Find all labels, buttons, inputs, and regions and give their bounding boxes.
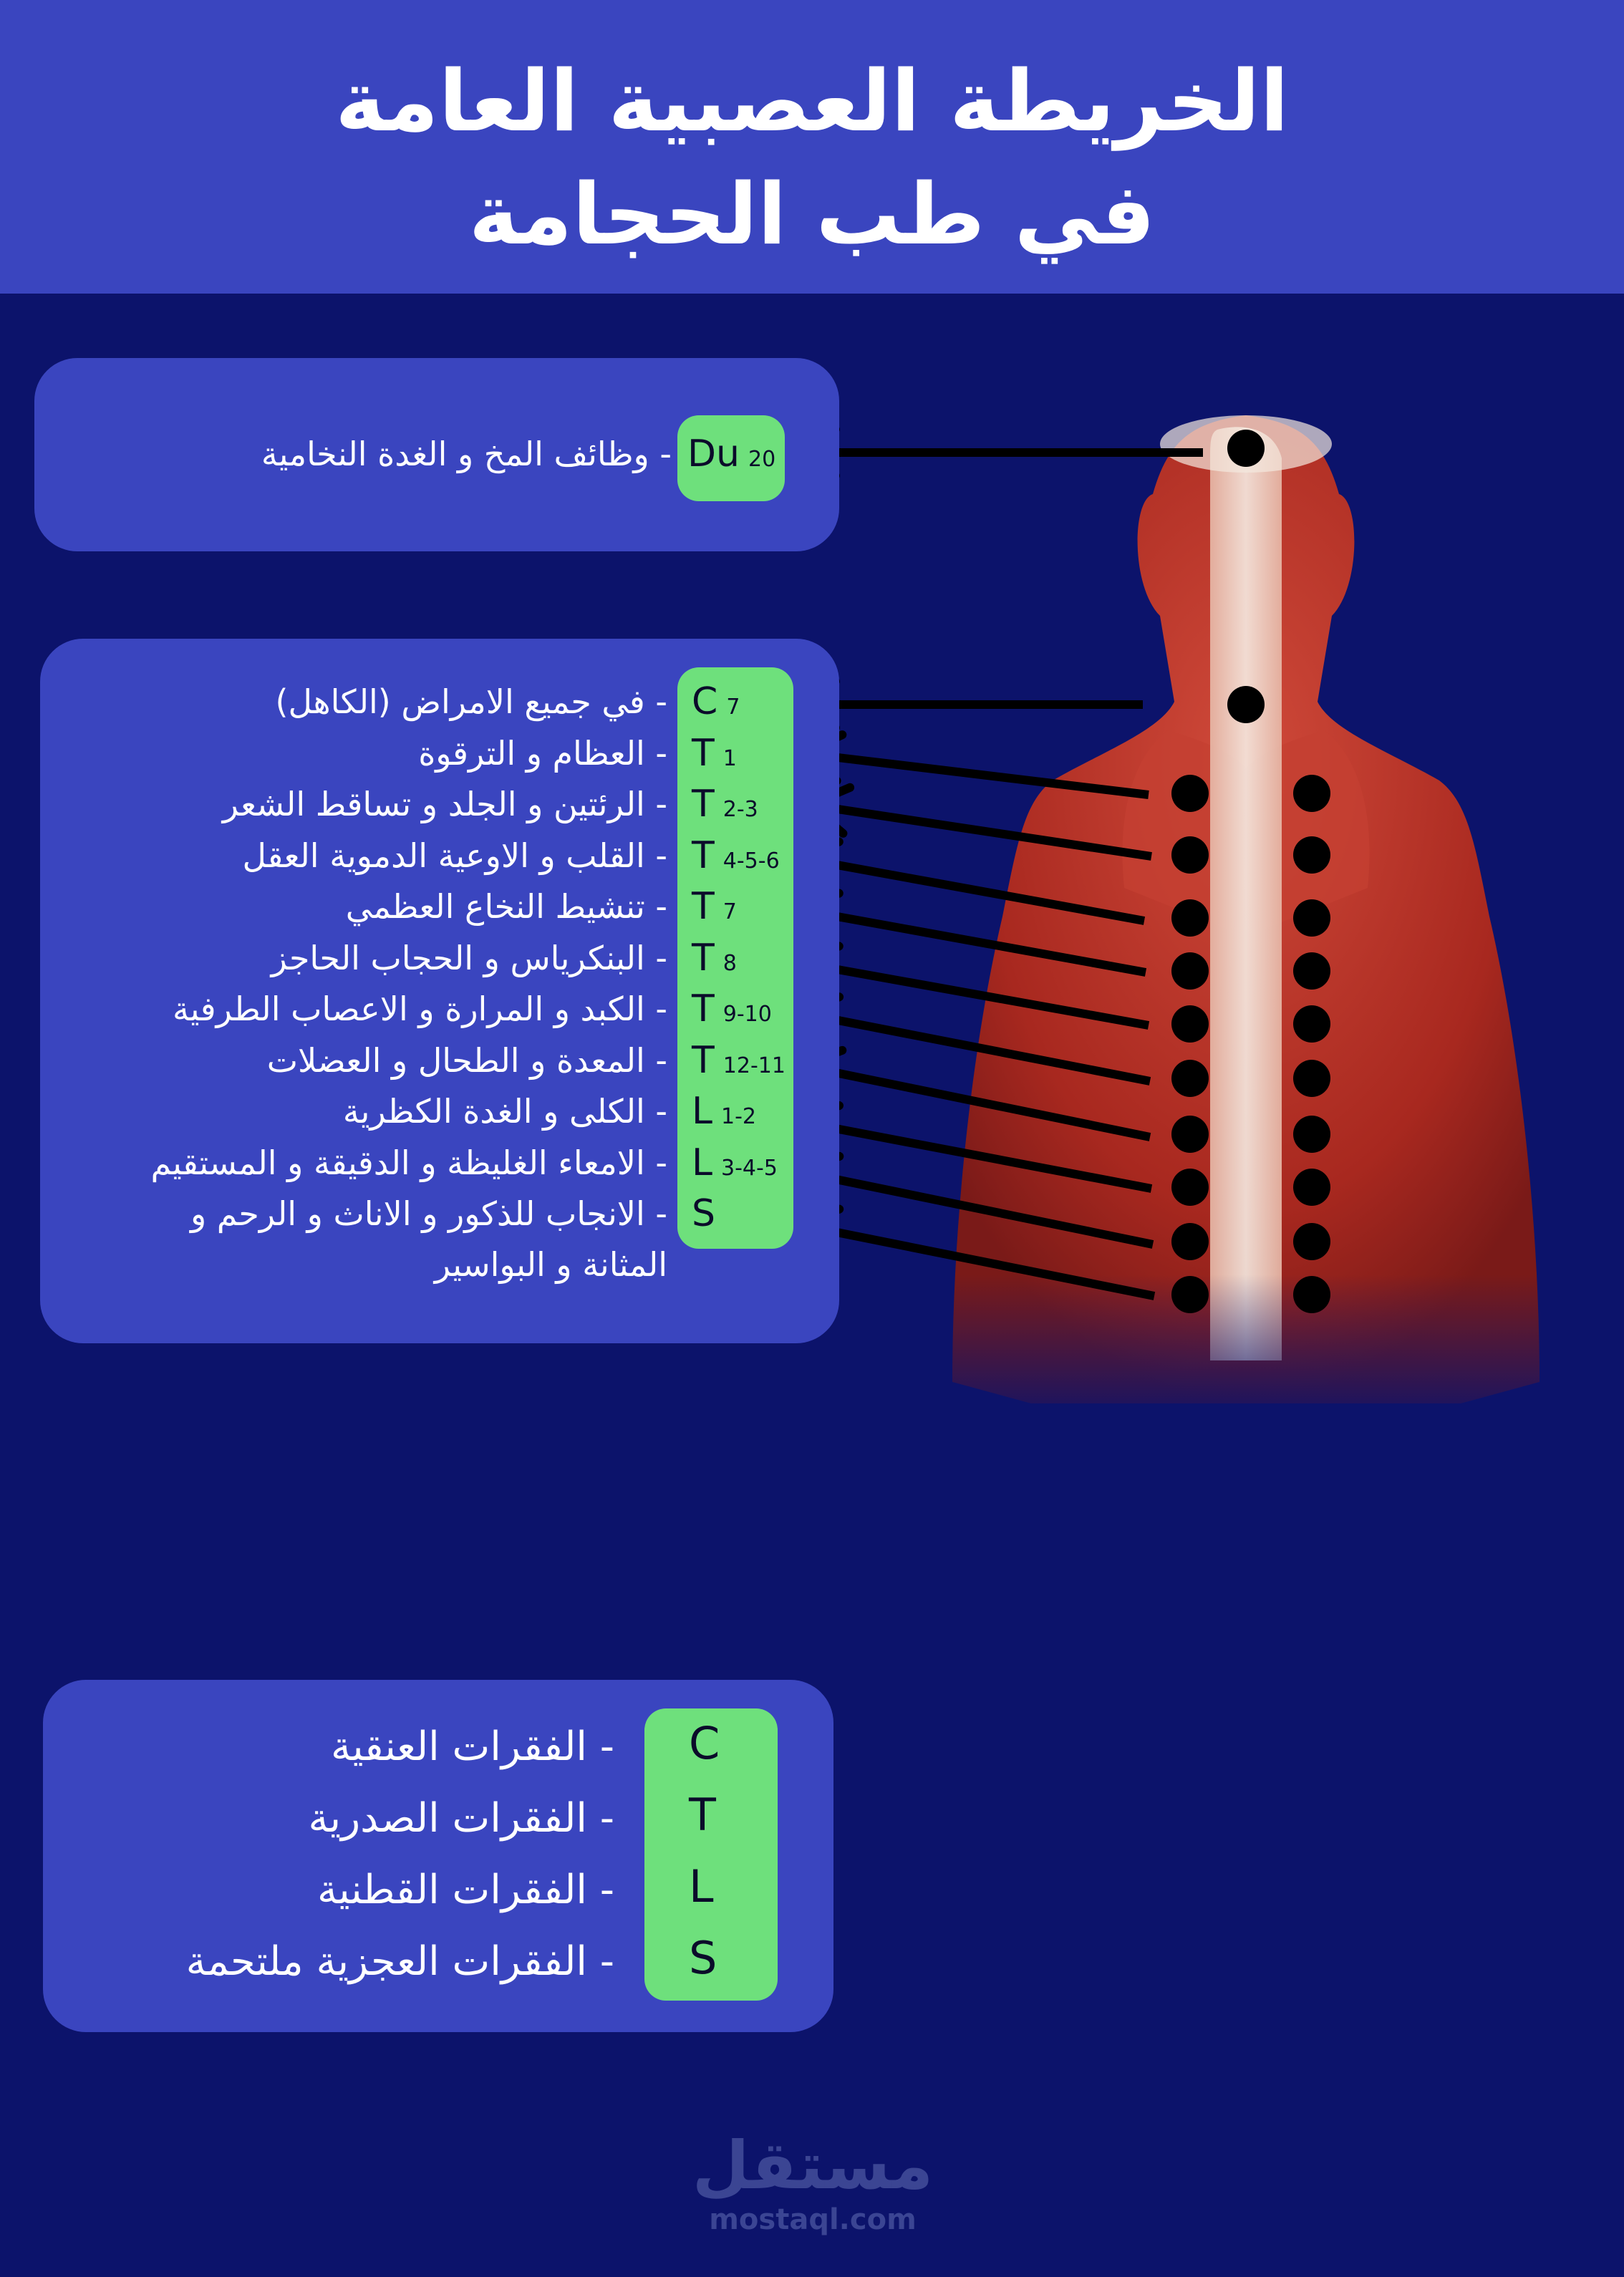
legend-description: - الفقرات الصدرية: [308, 1795, 614, 1842]
du-number: 20: [748, 447, 776, 472]
point-description: - الكلى و الغدة الكظرية: [342, 1092, 667, 1131]
cupping-dot-right: [1293, 775, 1330, 812]
point-letter: T: [692, 936, 715, 980]
legend-letter: [689, 1932, 717, 1984]
watermark-arabic: مستقل: [692, 2127, 934, 2204]
cupping-dot-left: [1171, 899, 1209, 937]
point-number: 7: [726, 695, 740, 720]
point-letter: L: [692, 1090, 712, 1133]
point-code: [692, 937, 737, 980]
cupping-dot-right: [1293, 1223, 1330, 1260]
watermark-latin: mostaql.com: [709, 2203, 917, 2236]
point-number: 2-3: [722, 797, 758, 822]
point-number: 3-4-5: [720, 1155, 778, 1181]
point-letter: T: [692, 783, 715, 826]
point-code: [692, 987, 772, 1030]
point-letter: S: [692, 1192, 716, 1235]
point-code: [692, 1090, 756, 1133]
cupping-dot-left: [1171, 1060, 1209, 1097]
point-letter: T: [692, 833, 715, 877]
point-description: - الرئتين و الجلد و تساقط الشعر: [222, 785, 667, 823]
cupping-dot-right: [1293, 899, 1330, 937]
point-description: - الامعاء الغليظة و الدقيقة و المستقيم: [150, 1143, 667, 1182]
point-letter: T: [692, 1038, 715, 1082]
point-description: - المعدة و الطحال و العضلات: [266, 1040, 667, 1080]
cupping-dot-left: [1171, 1223, 1209, 1260]
point-number: 8: [722, 950, 737, 976]
legend-letter-text: S: [689, 1932, 717, 1984]
point-letter: T: [692, 885, 715, 928]
point-letter: T: [692, 731, 715, 775]
cupping-dot-left: [1171, 836, 1209, 874]
point-code: [692, 680, 740, 723]
point-description: - الكبد و المرارة و الاعصاب الطرفية: [173, 990, 667, 1028]
title-line-2: في طب الحجامة: [468, 165, 1156, 264]
point-code: [692, 1192, 724, 1235]
du-code: [687, 432, 775, 475]
cupping-dot-left: [1171, 1116, 1209, 1153]
legend-letter: [689, 1860, 714, 1913]
cupping-dot-left: [1171, 775, 1209, 812]
cupping-dot-right: [1293, 836, 1330, 874]
cupping-dot-left: [1171, 1005, 1209, 1043]
point-description: - تنشيط النخاع العظمي: [345, 887, 667, 926]
legend-description: - الفقرات العنقية: [330, 1724, 614, 1770]
legend-letter: [689, 1717, 720, 1769]
title-line-1: الخريطة العصبية العامة: [335, 52, 1289, 150]
point-code: [692, 885, 737, 928]
point-description: - البنكرياس و الحجاب الحاجز: [271, 938, 667, 977]
pointer-arrow: [798, 682, 1143, 728]
point-description: - القلب و الاوعية الدموية العقل: [242, 836, 667, 875]
cupping-dot-right: [1293, 1276, 1330, 1313]
cupping-dot-right: [1293, 1169, 1330, 1206]
points-continuation: المثانة و البواسير: [434, 1245, 667, 1284]
legend-letter: [689, 1789, 716, 1841]
cupping-dot-right: [1293, 952, 1330, 990]
point-code: [692, 783, 758, 826]
cupping-dot-right: [1293, 1005, 1330, 1043]
point-number: 12-11: [722, 1053, 786, 1078]
cupping-dot-left: [1171, 952, 1209, 990]
legend-letter-text: C: [689, 1717, 720, 1769]
point-code: [692, 1039, 786, 1082]
figure-silhouette: [931, 415, 1561, 1432]
point-number: 1-2: [720, 1104, 756, 1129]
cupping-dot-right: [1293, 1060, 1330, 1097]
point-number: 7: [722, 899, 737, 924]
point-description: - في جميع الامراض (الكاهل): [275, 682, 667, 721]
point-number: 1: [722, 745, 737, 771]
pointer-arrow: [798, 430, 1203, 476]
watermark: [644, 2127, 981, 2238]
legend-description: - الفقرات العجزية ملتحمة: [185, 1938, 614, 1985]
legend-description: - الفقرات القطنية: [317, 1867, 614, 1913]
point-description: - الانجاب للذكور و الاناث و الرحم و: [190, 1194, 667, 1233]
point-letter: L: [692, 1141, 712, 1184]
point-letter: C: [692, 680, 718, 723]
point-letter: T: [692, 987, 715, 1030]
point-code: [692, 834, 780, 877]
point-code: [692, 1141, 778, 1184]
du-letter: Du: [687, 432, 740, 475]
cupping-dot: [1227, 686, 1265, 723]
point-number: 4-5-6: [722, 848, 780, 874]
legend-letter-text: T: [689, 1789, 716, 1841]
cupping-dot-left: [1171, 1276, 1209, 1313]
cupping-dot-right: [1293, 1116, 1330, 1153]
legend-letter-text: L: [689, 1860, 714, 1913]
cupping-dot-left: [1171, 1169, 1209, 1206]
cupping-dot: [1227, 430, 1265, 467]
point-code: [692, 732, 737, 775]
point-number: 9-10: [722, 1002, 772, 1027]
du-description: - وظائف المخ و الغدة النخامية: [261, 435, 672, 473]
point-description: - العظام و الترقوة: [418, 733, 667, 773]
